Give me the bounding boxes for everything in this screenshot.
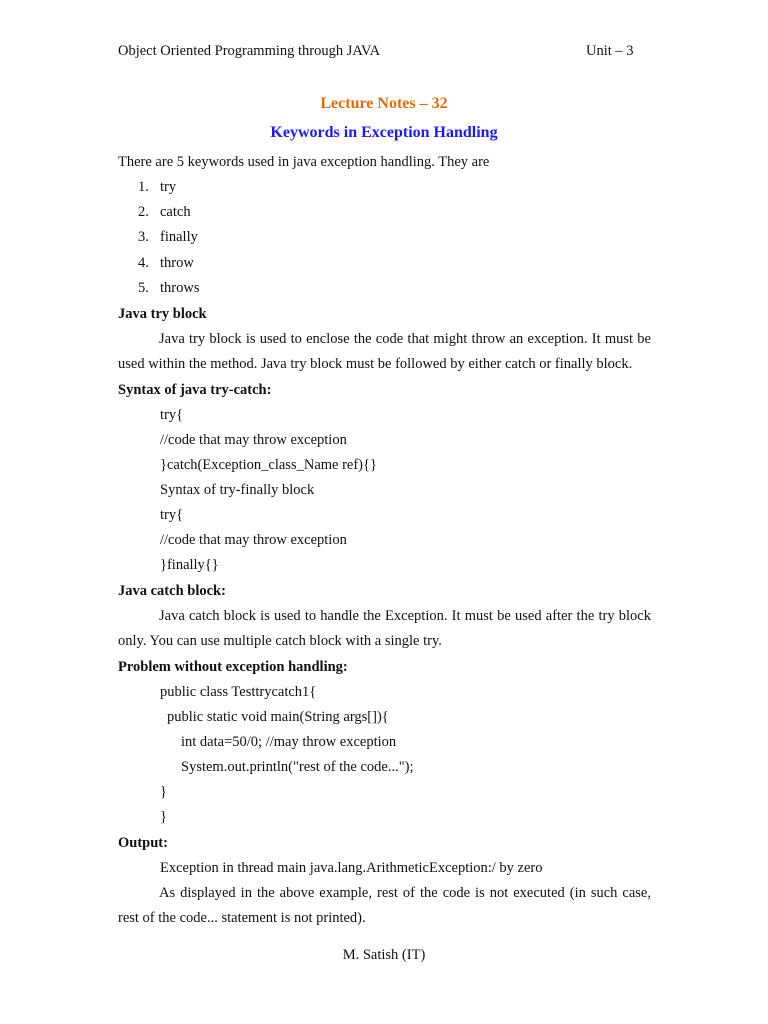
code-line: public class Testtrycatch1{: [160, 684, 317, 700]
list-label: finally: [160, 229, 198, 245]
code-line: Syntax of try-finally block: [160, 482, 315, 498]
output-heading: Output:: [118, 835, 168, 851]
intro-text: There are 5 keywords used in java exception handling. They are: [118, 154, 490, 170]
catch-block-paragraph: Java catch block is used to handle the Exception. It must be used after the try block only. You can use multiple catch block with a single try.: [118, 608, 651, 649]
catch-block-heading: Java catch block:: [118, 583, 226, 599]
code-line: }catch(Exception_class_Name ref){}: [160, 457, 377, 473]
code-line: }: [160, 784, 167, 800]
output-paragraph: As displayed in the above example, rest of the code is not executed (in such case, rest of the code... statement is not printed).: [118, 885, 651, 926]
list-number: 1.: [138, 179, 149, 195]
list-number: 4.: [138, 255, 149, 271]
list-label: throw: [160, 255, 194, 271]
list-label: try: [160, 179, 177, 195]
list-label: catch: [160, 204, 191, 220]
code-line: try{: [160, 507, 184, 523]
syntax-heading: Syntax of java try-catch:: [118, 382, 272, 398]
code-line: System.out.println("rest of the code...");: [181, 759, 414, 775]
code-line: }: [160, 809, 167, 825]
list-number: 3.: [138, 229, 149, 245]
topic-title: Keywords in Exception Handling: [270, 124, 498, 141]
code-line: try{: [160, 407, 184, 423]
try-block-paragraph: Java try block is used to enclose the code that might throw an exception. It must be used within the method. Java try block must be followed by either catch or finally block.: [118, 331, 651, 372]
code-line: //code that may throw exception: [160, 532, 347, 548]
list-label: throws: [160, 280, 200, 296]
try-block-heading: Java try block: [118, 306, 207, 322]
page-footer: M. Satish (IT): [342, 947, 426, 963]
code-line: }finally{}: [160, 557, 219, 573]
list-number: 2.: [138, 204, 149, 220]
lecture-title: Lecture Notes – 32: [320, 95, 448, 112]
code-line: //code that may throw exception: [160, 432, 347, 448]
code-line: public static void main(String args[]){: [167, 709, 389, 725]
list-number: 5.: [138, 280, 149, 296]
output-line: Exception in thread main java.lang.ArithmeticException:/ by zero: [160, 860, 543, 876]
code-line: int data=50/0; //may throw exception: [181, 734, 397, 750]
header-course-title: Object Oriented Programming through JAVA: [118, 43, 381, 59]
header-unit: Unit – 3: [586, 43, 634, 59]
problem-heading: Problem without exception handling:: [118, 659, 348, 675]
